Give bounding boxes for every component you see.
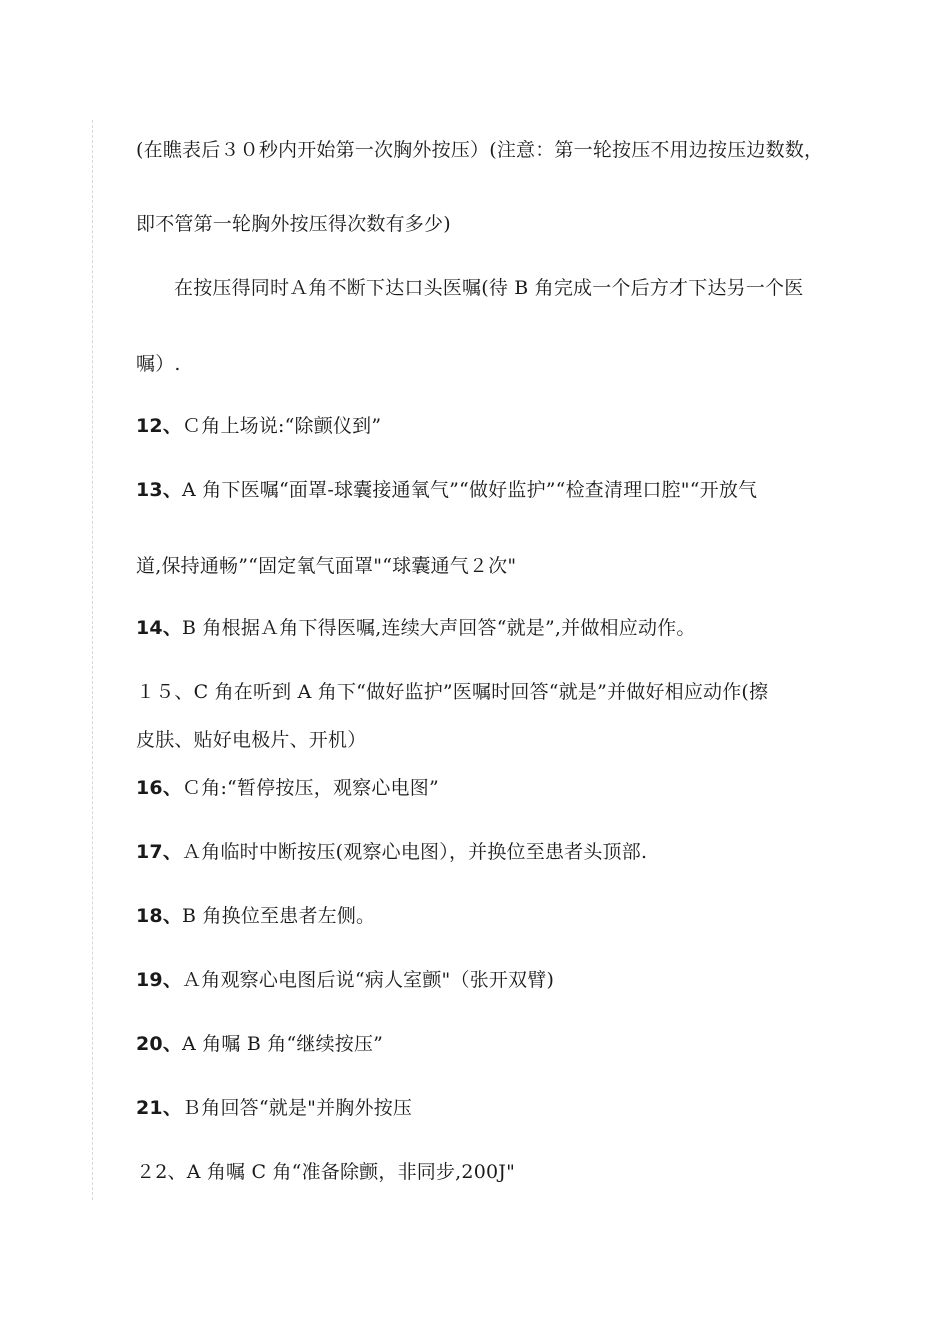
text-line [136,728,366,752]
step-number: 13、 [136,479,183,501]
step-text: A 角嘱 B 角“继续按压” [182,1033,384,1055]
step-number: 16、 [136,777,183,799]
numbered-step [136,616,696,640]
numbered-step [136,840,647,864]
step-text: Ｃ角上场说:“除颤仪到” [182,415,382,437]
step-number: 20、 [136,1033,183,1055]
text-line [136,554,516,578]
numbered-step [136,1096,412,1120]
step-number: 17、 [136,841,183,863]
line-text: 在按压得同时Ａ角不断下达口头医嘱(待 B 角完成一个后方才下达另一个医 [174,277,804,299]
line-text: 皮肤、贴好电极片、开机） [136,729,367,751]
step-number: 21、 [136,1097,183,1119]
line-text: 即不管第一轮胸外按压得次数有多少) [136,213,451,235]
step-number: 14、 [136,617,183,639]
line-text: 嘱）. [136,353,181,375]
numbered-step [136,414,381,438]
numbered-step [136,1032,383,1056]
step-number: 12、 [136,415,183,437]
line-text: ２2、A 角嘱 C 角“准备除颤，非同步,200J" [136,1161,516,1183]
text-line [136,1160,515,1184]
step-text: A 角下医嘱“面罩-球囊接通氧气”“做好监护”“检查清理口腔"“开放气 [182,479,758,501]
step-text: Ａ角临时中断按压(观察心电图），并换位至患者头顶部. [182,841,648,863]
text-line [136,680,768,704]
step-number: 19、 [136,969,183,991]
step-text: Ｂ角回答“就是"并胸外按压 [182,1097,413,1119]
numbered-step [136,968,554,992]
step-text: B 角换位至患者左侧。 [182,905,376,927]
text-line [174,276,803,300]
text-line [136,352,181,376]
numbered-step [136,776,439,800]
line-text: 道,保持通畅”“固定氧气面罩"“球囊通气２次" [136,555,517,577]
step-text: Ａ角观察心电图后说“病人室颤"（张开双臂) [182,969,555,991]
step-number: 18、 [136,905,183,927]
text-line [136,212,451,236]
numbered-step [136,478,757,502]
step-text: Ｃ角:“暂停按压，观察心电图” [182,777,439,799]
line-text: １５、C 角在听到 A 角下“做好监护”医嘱时回答“就是”并做好相应动作(擦 [136,681,769,703]
line-text: (在瞧表后３０秒内开始第一次胸外按压）(注意：第一轮按压不用边按压边数数， [136,139,824,161]
step-text: B 角根据Ａ角下得医嘱,连续大声回答“就是”,并做相应动作。 [182,617,696,639]
text-line [136,138,823,162]
numbered-step [136,904,375,928]
margin-rule [92,120,93,1200]
